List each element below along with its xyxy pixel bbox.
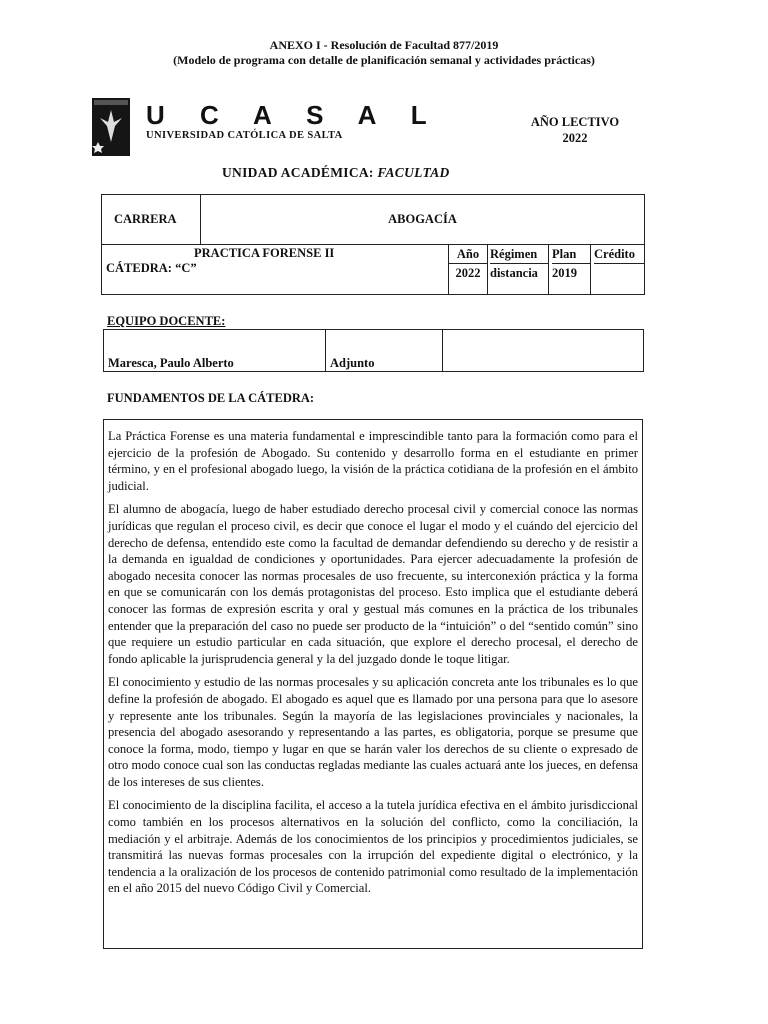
annex-title: ANEXO I - Resolución de Facultad 877/2019 xyxy=(269,38,499,52)
teaching-team-title: EQUIPO DOCENTE: xyxy=(107,314,226,328)
academic-year-label: AÑO LECTIVO xyxy=(530,115,620,129)
fundamentos-paragraph: La Práctica Forense es una materia fundamental e imprescindible tanto para la formación como para el ejercicio de la profesión de Abogado. Su contenido y desarrollo forma en el estudiante en primer término, y en el profesional abogado luego, la visión de la práctica cotidiana de la profesión en el ámbito judicial. xyxy=(108,429,638,493)
fundamentos-paragraph: El conocimiento de la disciplina facilita, el acceso a la tutela jurídica efectiva en el ámbito jurisdiccional como también en los procesos alternativos en la solución del conflicto, como la conciliación, la mediación y el arbitraje. Además de los conocimientos de los principios y procedimientos judiciales, se transmitirá las nuevas formas procesales con la irrupción del expediente digital o electrónico, y la tendencia a la oralización de los procesos de contenido patrimonial como resultado de la implementación en el año 2015 del nuevo Código Civil y Comercial. xyxy=(108,798,638,896)
teacher-extra xyxy=(443,330,644,372)
teacher-name: Maresca, Paulo Alberto xyxy=(104,330,326,372)
course-subject-cell xyxy=(102,245,449,295)
academic-year-value: 2022 xyxy=(562,131,588,145)
credito-value xyxy=(594,264,644,282)
regimen-cell xyxy=(488,245,549,295)
plan-cell xyxy=(549,245,591,295)
brand-subtitle: UNIVERSIDAD CATÓLICA DE SALTA xyxy=(146,130,343,141)
carrera-value: ABOGACÍA xyxy=(201,195,645,245)
academic-unit-value: FACULTAD xyxy=(377,165,450,180)
regimen-value: distancia xyxy=(490,266,538,280)
fundamentos-paragraph: El alumno de abogacía, luego de haber estudiado derecho procesal civil y comercial conoce las normas jurídicas que regulan el proceso civil, es decir que conoce el lugar el modo y el cuándo del ejercicio del derecho de defensa, entendido este como la facultad de demandar defendiendo su derecho y de resistir a la demanda en igualdad de condiciones y oportunidades. Para ejercer adecuadamente la profesión de abogado necesita conocer las normas procesales de uso frecuente, su interconexión práctica y la forma en que se comunicarán con los demás protagonistas del proceso. Esto implica que el estudiante deberá conocer las formas de expresión escrita y oral y gestual más comunes en la práctica de los tribunales entender que la preparación del caso no puede ser producto de la “intuición” o del “sentido común” sino que requiere un estudio particular en cada situación, que explore el derecho procesal, el derecho de fondo aplicable la jurisprudencia general y la del juzgado donde le toque litigar. xyxy=(108,502,638,666)
fundamentos-title: FUNDAMENTOS DE LA CÁTEDRA: xyxy=(107,391,315,405)
fundamentos-box xyxy=(103,419,643,949)
teaching-team-table xyxy=(103,329,644,372)
university-crest-icon xyxy=(92,98,130,156)
academic-unit xyxy=(222,165,450,181)
catedra-label: CÁTEDRA: “C” xyxy=(106,261,197,275)
teacher-role: Adjunto xyxy=(326,330,443,372)
course-info-table xyxy=(101,194,645,295)
anio-cell xyxy=(449,245,488,295)
regimen-header: Régimen xyxy=(490,245,548,264)
brand-name: U C A S A L xyxy=(146,100,441,130)
course-subject: PRACTICA FORENSE II xyxy=(194,246,335,260)
academic-year xyxy=(520,114,630,146)
academic-unit-label: UNIDAD ACADÉMICA: xyxy=(222,165,374,180)
credito-header: Crédito xyxy=(594,245,644,264)
credito-cell xyxy=(591,245,645,295)
anio-header: Año xyxy=(449,245,487,264)
carrera-label: CARRERA xyxy=(102,195,201,245)
anio-value: 2022 xyxy=(455,266,481,280)
plan-value: 2019 xyxy=(552,266,577,280)
fundamentos-paragraph: El conocimiento y estudio de las normas procesales y su aplicación concreta ante los tribunales es lo que define la profesión de abogado. El abogado es aquel que es llamado por una persona para que lo asesore y represente ante los tribunales. Según la mayoría de las legislaciones provinciales y nacionales, la presencia del abogado asesorando y representando a las partes, es obligatoria, porque se presume que conoce la forma, modo, tiempo y lugar en que se harán valer los derechos de su cliente o expresado de otro modo conoce cual son las conductas regladas mediante las cuales actuará ante los jueces, en defensa de los intereses de sus clientes. xyxy=(108,675,638,789)
annex-subtitle: (Modelo de programa con detalle de planificación semanal y actividades prácticas) xyxy=(173,53,595,67)
plan-header: Plan xyxy=(552,245,590,264)
